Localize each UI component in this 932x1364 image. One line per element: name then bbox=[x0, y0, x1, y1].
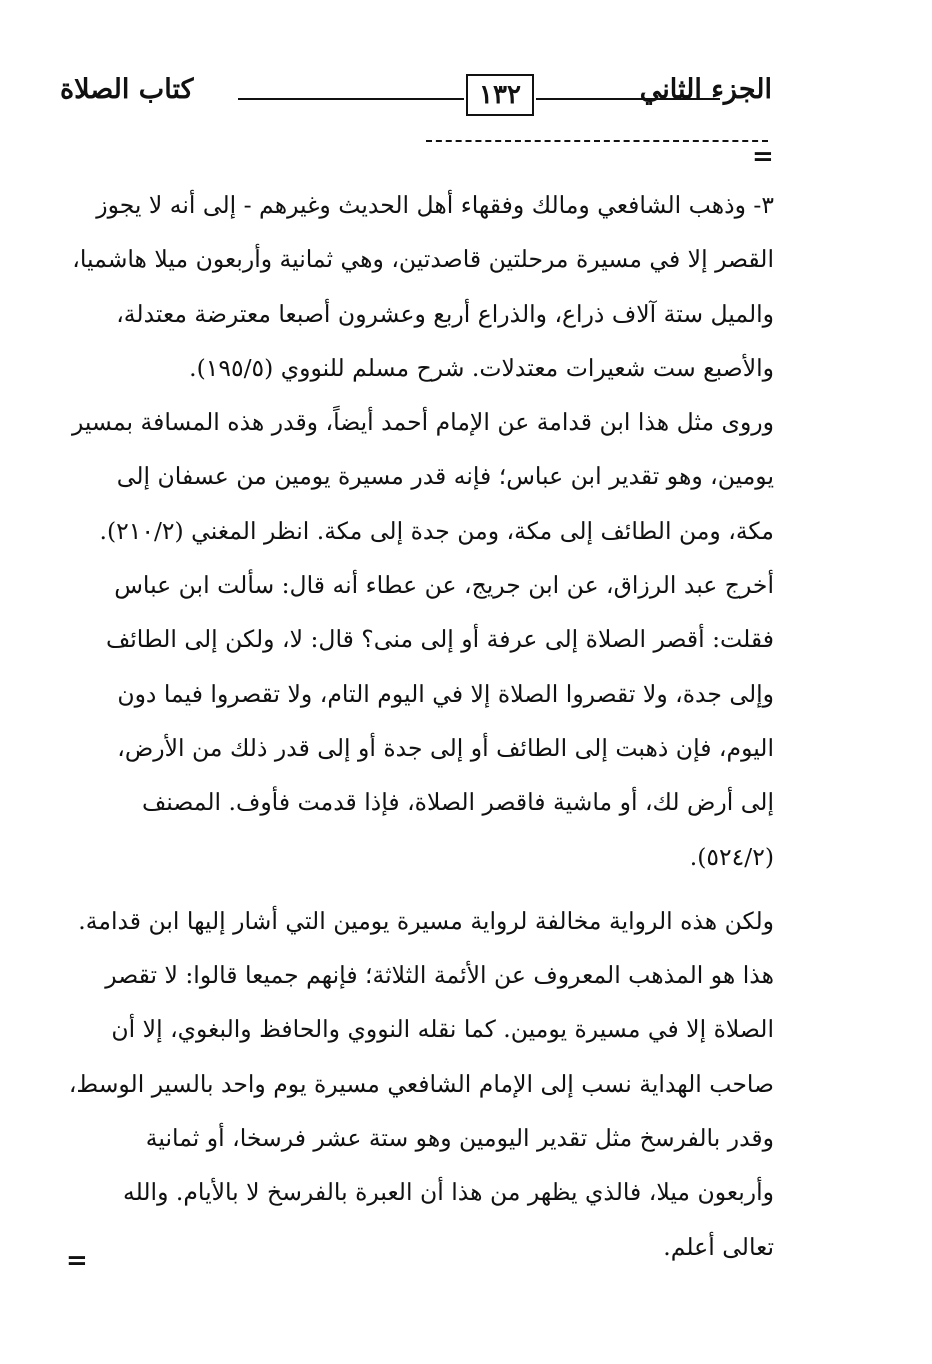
text-line: والميل ستة آلاف ذراع، والذراع أربع وعشرون أصبعا معترضة معتدلة، bbox=[116, 299, 774, 328]
part-title: الجزء الثاني bbox=[639, 74, 772, 105]
text-line: والأصبع ست شعيرات معتدلات. شرح مسلم للنووي (١٩٥/٥). bbox=[189, 353, 774, 382]
text-line: الصلاة إلا في مسيرة يومين. كما نقله النووي والحافظ والبغوي، إلا أن bbox=[111, 1015, 774, 1044]
text-line: (٥٢٤/٢). bbox=[689, 842, 774, 871]
text-line: تعالى أعلم. bbox=[663, 1232, 774, 1261]
text-line: إلى أرض لك، أو ماشية فاقصر الصلاة، فإذا قدمت فأوف. المصنف bbox=[141, 788, 774, 817]
text-line: اليوم، فإن ذهبت إلى الطائف أو إلى جدة أو إلى قدر ذلك من الأرض، bbox=[117, 733, 774, 762]
header-rule-left bbox=[238, 98, 464, 100]
header-rule-right bbox=[536, 98, 720, 100]
text-line: صاحب الهداية نسب إلى الإمام الشافعي مسيرة يوم واحد بالسير الوسط، bbox=[68, 1069, 774, 1098]
continuation-mark-bottom: = bbox=[66, 1246, 88, 1276]
text-line: القصر إلا في مسيرة مرحلتين قاصدتين، وهي ثمانية وأربعون ميلا هاشميا، bbox=[72, 245, 774, 274]
text-line: وقدر بالفرسخ مثل تقدير اليومين وهو ستة عشر فرسخا، أو ثمانية bbox=[145, 1124, 774, 1153]
page-header bbox=[60, 74, 772, 124]
text-line: فقلت: أقصر الصلاة إلى عرفة أو إلى منى؟ قال: لا، ولكن إلى الطائف bbox=[105, 625, 774, 654]
book-title: كتاب الصلاة bbox=[60, 74, 194, 105]
text-line: ولكن هذه الرواية مخالفة لرواية مسيرة يومين التي أشار إليها ابن قدامة. bbox=[78, 906, 774, 935]
page-number: ١٣٢ bbox=[466, 74, 534, 116]
text-line: أخرج عبد الرزاق، عن ابن جريج، عن عطاء أنه قال: سألت ابن عباس bbox=[114, 571, 774, 600]
paragraph-gap bbox=[66, 884, 774, 894]
text-line: وأربعون ميلا، فالذي يظهر من هذا أن العبرة بالفرسخ لا بالأيام. والله bbox=[123, 1178, 774, 1207]
text-line: هذا هو المذهب المعروف عن الأئمة الثلاثة؛ فإنهم جميعا قالوا: لا تقصر bbox=[105, 961, 774, 990]
text-line: مكة، ومن الطائف إلى مكة، ومن جدة إلى مكة. انظر المغني (٢١٠/٢). bbox=[99, 516, 774, 545]
footnote-text bbox=[66, 178, 774, 1274]
text-line: وروى مثل هذا ابن قدامة عن الإمام أحمد أيضاً، وقدر هذه المسافة بمسير bbox=[71, 408, 774, 437]
text-line: ٣- وذهب الشافعي ومالك وفقهاء أهل الحديث وغيرهم - إلى أنه لا يجوز bbox=[96, 191, 774, 219]
continuation-mark-top: = bbox=[752, 142, 774, 172]
text-line: وإلى جدة، ولا تقصروا الصلاة إلا في اليوم التام، ولا تقصروا فيما دون bbox=[117, 679, 774, 708]
text-line: يومين، وهو تقدير ابن عباس؛ فإنه قدر مسيرة يومين من عسفان إلى bbox=[116, 462, 774, 491]
footnote-separator bbox=[426, 140, 768, 142]
